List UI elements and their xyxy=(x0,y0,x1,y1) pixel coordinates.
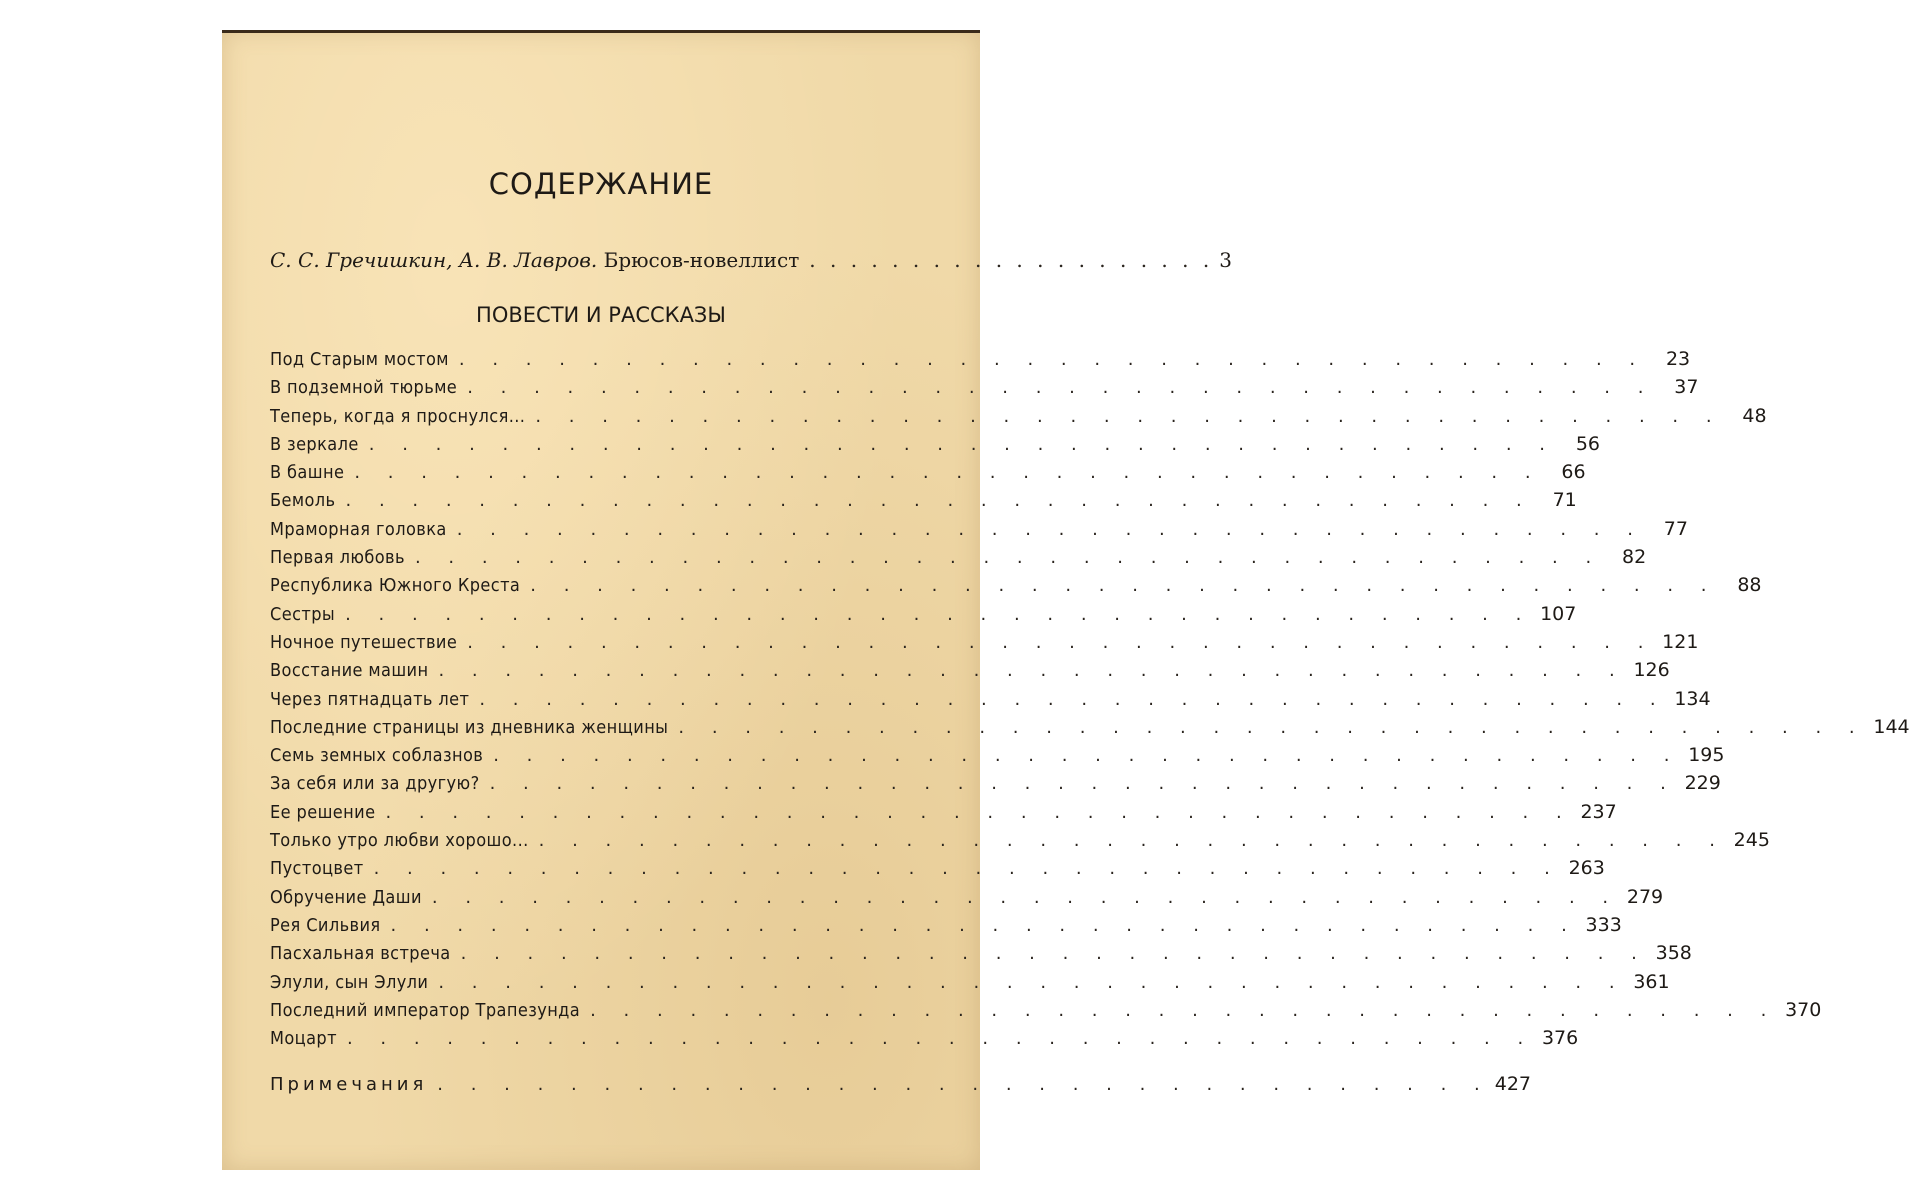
toc-entry-title: Под Старым мостом xyxy=(270,349,449,370)
toc-entry xyxy=(270,546,1647,574)
toc-entry xyxy=(270,1027,1579,1055)
toc-entry-title: Последний император Трапезунда xyxy=(270,999,581,1021)
toc-entry-title: За себя или за другую? xyxy=(270,773,480,795)
toc-entry-title: В башне xyxy=(270,462,345,484)
toc-entry xyxy=(270,376,1699,404)
leader-dots: . . . . . . . . . . . . . . . . . . . . . . . . . . . . . . . . . . . . xyxy=(414,547,1603,569)
toc-entry xyxy=(270,772,1721,800)
leader-dots: . . . . . . . . . . . . . . . . . . . . . . . . . . . . . . . . . . . . xyxy=(438,971,1626,993)
toc-entry-page: 88 xyxy=(1737,574,1762,597)
toc-entry-page: 376 xyxy=(1541,1027,1579,1050)
page-title: СОДЕРЖАНИЕ xyxy=(488,167,714,201)
toc-entry-title: Первая любовь xyxy=(270,547,405,569)
toc-entry-title: Теперь, когда я проснулся... xyxy=(270,405,526,427)
toc-entry-title: Элули, сын Элули xyxy=(270,971,429,993)
toc-entry xyxy=(270,517,1688,546)
toc-entry-page: 37 xyxy=(1674,376,1699,399)
toc-entry-page: 82 xyxy=(1622,546,1647,569)
toc-entry-page: 245 xyxy=(1733,829,1770,852)
notes-entry xyxy=(270,1073,1532,1095)
toc-entry-title: Восстание машин xyxy=(270,660,429,682)
toc-entry-page: 48 xyxy=(1742,404,1767,427)
toc-entry-title: Ее решение xyxy=(270,801,376,823)
toc-entry-page: 370 xyxy=(1785,998,1822,1021)
toc-entry xyxy=(270,800,1617,829)
toc-entry xyxy=(270,715,1910,744)
leader-dots: . . . . . . . . . . . . . . . . . . . . . . . . . . . . . . . . . . . . xyxy=(489,773,1677,795)
toc-entry-page: 279 xyxy=(1626,885,1664,908)
toc-entry-title: Республика Южного Креста xyxy=(270,575,521,597)
toc-entry-page: 107 xyxy=(1540,602,1577,625)
toc-entry-page: 195 xyxy=(1688,744,1725,767)
leader-dots: . . . . . . . . . . . . . . . . . . . . . . . . . . . . . . . . . . . . xyxy=(438,660,1626,682)
section-title: ПОВЕСТИ И РАССКАЗЫ xyxy=(476,303,726,327)
leader-dots: . . . . . . . . . . . . . . . . . . . . . . . . . . . . . . . . . . . . xyxy=(345,490,1533,512)
toc-entry xyxy=(270,857,1605,885)
toc-entry xyxy=(270,489,1577,517)
leader-dots: . . . . . . . . . . . . . . . . . . . . . . . . . . . . . . . . . . . . xyxy=(530,575,1718,597)
toc-entry-title: Пасхальная встреча xyxy=(270,943,451,965)
leader-dots: . . . . . . . . . . . . . . . . . . . . . . . . . . . . . . . . . . . . xyxy=(678,716,1866,738)
leader-dots: . . . . . . . . . . . . . . . . . . . . . . . . . . . . . . . . . . . . xyxy=(590,999,1778,1021)
toc-entry xyxy=(270,574,1762,602)
toc-entry xyxy=(270,885,1664,914)
toc-entry-title: Через пятнадцать лет xyxy=(270,688,470,710)
toc-entry xyxy=(270,630,1699,659)
toc-entry-page: 121 xyxy=(1662,630,1699,653)
toc-entry-page: 361 xyxy=(1633,970,1670,993)
leader-dots: . . . . . . . . . . . . . . . . . . . . . . . . . . . . . . . . . . . . xyxy=(538,830,1726,852)
toc-entry xyxy=(270,687,1711,716)
toc-list xyxy=(270,348,1910,1055)
intro-authors: С. С. Гречишкин, А. В. Лавров. xyxy=(270,248,598,272)
toc-entry xyxy=(270,461,1586,489)
toc-entry-title: Моцарт xyxy=(270,1028,337,1050)
notes-page-number: 427 xyxy=(1494,1073,1532,1095)
toc-entry-page: 56 xyxy=(1575,432,1600,455)
leader-dots: . . . . . . . . . . . . . . . . . . . . . . . . . . . . . . . . . . . . xyxy=(467,377,1655,399)
toc-entry-title: Мраморная головка xyxy=(270,518,447,540)
toc-entry-page: 144 xyxy=(1873,715,1910,738)
leader-dots: . . . . . . . . . . . . . . . . . . . . . . . . . . . . . . . . . . . . xyxy=(373,858,1561,880)
notes-title: Примечания xyxy=(270,1074,428,1095)
intro-entry xyxy=(270,248,1232,272)
leader-dots: . . . . . . . . . . . . . . . . . . . . . . . . . . . . . . . . . . . . xyxy=(460,943,1648,965)
book-page xyxy=(222,30,1910,1170)
leader-dots: . . . . . . . . . . . . . . . . . . . . . . . . . . . . . . . . . . . . xyxy=(390,914,1578,936)
toc-entry-title: Семь земных соблазнов xyxy=(270,745,484,767)
leader-dots: . . . . . . . . . . . . . . . . . . . . . . . . . . . . . . . . . . . . xyxy=(345,603,1533,625)
toc-entry xyxy=(270,348,1691,376)
toc-entry-page: 77 xyxy=(1663,517,1688,540)
toc-entry-page: 333 xyxy=(1585,913,1622,936)
toc-entry-title: Обручение Даши xyxy=(270,886,422,908)
toc-entry xyxy=(270,744,1725,772)
leader-dots: . . . . . . . . . . . . . . . . . . . . . . . . . . . . . . . . . . . . xyxy=(354,462,1542,484)
leader-dots: . . . . . . . . . . . . . . . . . . . . . . . . . . . . . . . . . . . . xyxy=(431,886,1620,908)
leader-dots: . . . . . . . . . . . . . . . . . . . . . . . . . . . . . . . . . . . . xyxy=(467,631,1655,653)
toc-entry-title: Рея Сильвия xyxy=(270,914,381,936)
toc-entry xyxy=(270,404,1767,433)
toc-entry-title: В зеркале xyxy=(270,433,359,455)
toc-entry xyxy=(270,432,1600,461)
toc-entry-page: 134 xyxy=(1674,687,1711,710)
toc-entry xyxy=(270,602,1577,631)
leader-dots: . . . . . . . . . . . . . . . . . . . . . . . . . . . . . . . . . . . . xyxy=(368,433,1556,455)
toc-entry-title: Последние страницы из дневника женщины xyxy=(270,716,669,738)
toc-entry-page: 71 xyxy=(1552,489,1577,512)
leader-dots: . . . . . . . . . . . . . . . . . . . . . . . . . . . . . . . . . . . . xyxy=(479,688,1667,710)
toc-entry-title: Сестры xyxy=(270,603,336,625)
leader-dots: . . . . . . . . . . . . . . . . . . . . . . . . . . . . . . . . . . . . xyxy=(493,745,1681,767)
toc-entry-page: 263 xyxy=(1568,857,1605,880)
toc-entry-page: 358 xyxy=(1655,942,1692,965)
leader-dots: . . . . . . . . . . . . . . . . . . . . . . . . . . . . . . . . xyxy=(437,1074,1491,1095)
leader-dots: . . . . . . . . . . . . . . . . . . . . . . . . . . . . . . . . . . . . xyxy=(385,801,1573,823)
toc-entry-page: 66 xyxy=(1561,461,1586,484)
toc-entry xyxy=(270,970,1670,999)
toc-entry-title: Ночное путешествие xyxy=(270,631,458,653)
toc-entry-page: 126 xyxy=(1633,659,1670,682)
leader-dots: . . . . . . . . . . . . . . . . . . . . xyxy=(809,248,1214,272)
leader-dots: . . . . . . . . . . . . . . . . . . . . . . . . . . . . . . . . . . . . xyxy=(535,405,1723,427)
toc-entry xyxy=(270,998,1822,1027)
page-top-edge xyxy=(222,30,980,33)
toc-entry xyxy=(270,829,1770,857)
toc-entry-title: Бемоль xyxy=(270,490,336,512)
toc-entry-page: 237 xyxy=(1580,800,1617,823)
leader-dots: . . . . . . . . . . . . . . . . . . . . . . . . . . . . . . . . . . . . xyxy=(346,1028,1535,1050)
toc-entry-title: Только утро любви хорошо... xyxy=(270,830,529,852)
toc-entry-page: 229 xyxy=(1684,772,1721,795)
toc-entry-title: В подземной тюрьме xyxy=(270,377,458,399)
toc-entry xyxy=(270,913,1622,942)
toc-entry-page: 23 xyxy=(1665,348,1691,370)
toc-entry-title: Пустоцвет xyxy=(270,858,364,880)
toc-entry xyxy=(270,942,1692,970)
intro-title: Брюсов-новеллист xyxy=(603,248,800,272)
intro-page-number: 3 xyxy=(1219,248,1232,272)
leader-dots: . . . . . . . . . . . . . . . . . . . . . . . . . . . . . . . . . . . . xyxy=(456,518,1644,540)
toc-entry xyxy=(270,659,1670,687)
leader-dots: . . . . . . . . . . . . . . . . . . . . . . . . . . . . . . . . . . . . xyxy=(458,349,1647,370)
